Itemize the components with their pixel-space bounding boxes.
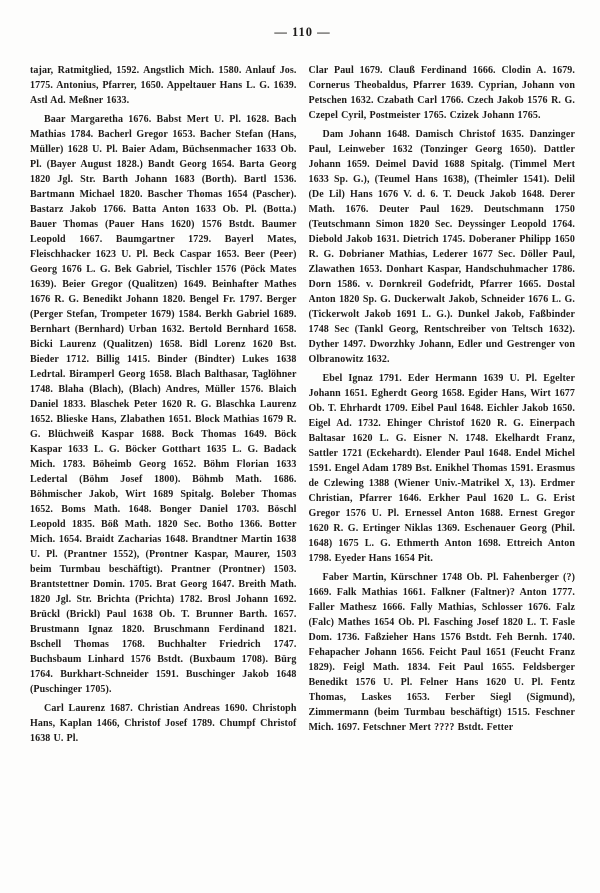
text-columns: [30, 63, 575, 863]
column-right: [309, 63, 576, 863]
page-number: — 110 —: [274, 25, 331, 39]
register-paragraph: Carl Laurenz 1687. Christian Andreas 1690. Christoph Hans, Kaplan 1466, Christof Josef 1789. Chumpf Christof 1638 U. Pl.: [30, 703, 297, 744]
register-paragraph: Faber Martin, Kürschner 1748 Ob. Pl. Fahenberger (?) 1669. Falk Mathias 1661. Falkner (Faltner)? Anton 1777. Faller Mathesz 1666. Fally Mathias, Schlosser 1676. Falz (Falc) Mathes 1654 Ob. Pl. Fasching Josef 1820 L. T. Fasle Dom. 1736. Faßzieher Hans 1576 Bstdt. Feh Bernh. 1740. Fehapacher Johann 1656. Feicht Paul 1651 (Feucht Franz 1829). Feigl Math. 1834. Feit Paul 1655. Feldsberger Benedikt 1576 U. Pl. Felner Hans 1620 U. Pl. Fentz Thomas, Laskes 1653. Ferber Siegl (Sigmund), Zimmermann (beim Turmbau beschäftigt) 1515. Feschner Mich. 1697. Fetschner Mert ???? Bstdt. Fetter: [308, 572, 575, 733]
register-paragraph: Ebel Ignaz 1791. Eder Hermann 1639 U. Pl. Egelter Johann 1651. Egherdt Georg 1658. Egider Hans, Wirt 1677 Ob. T. Ehrhardt 1709. Eibel Paul 1648. Eichler Jakob 1650. Eigel Ad. 1732. Ehinger Christof 1620 R. G. Einerpach Baltasar 1620 L. G. Eisner N. 1748. Ekelhardt Franz, Sattler 1721 (Eckehardt). Elender Paul 1648. Endel Michel 1591. Engel Adam 1789 Bst. Enikhel Thomas 1591. Erasmus de Czlewing 1388 (Wiener Univ.-Matrikel X, 13). Erdmer Christian, Pfarrer 1646. Erkher Paul 1620 L. G. Erist Gregor 1576 U. Pl. Ernessel Anton 1688. Ernest Gregor 1620 R. G. Ertinger Niklas 1369. Eschenauer Georg (Phil. 1648) 1675 L. G. Ethmerth Anton 1698. Ettreich Anton 1798. Eyeder Hans 1654 Pit.: [308, 373, 575, 564]
register-paragraph: Baar Margaretha 1676. Babst Mert U. Pl. 1628. Bach Mathias 1784. Bacherl Gregor 1653. Bacher Stefan (Hans, Müller) 1628 U. Pl. Baier Adam, Büchsenmacher 1633 Ob. Pl. (Bayer August 1828.) Bandt Georg 1654. Barta Georg 1820 Jgl. Str. Barth Johann 1683 (Borth). Bartl 1536. Bartmann Michael 1820. Bascher Thomas 1654 (Pascher). Bastarz Jakob 1766. Batta Anton 1633 Ob. Pl. (Botta.) Bauer Thomas (Pauer Hans 1620) 1576 Bstdt. Baumer Leopold 1667. Baumgartner 1729. Bayerl Mates, Fleischhacker 1623 U. Pl. Beck Caspar 1653. Beer (Peer) Georg 1676 L. G. Bek Gabriel, Tischler 1576 (Pöck Mates 1639). Beier Gregor (Qualitzen) 1649. Beinhafter Mathes 1676 R. G. Benedikt Johann 1820. Bengel Fr. 1797. Berger (Perger Stefan, Trompeter 1679) 1584. Berkh Gabriel 1689. Bernhart (Bernhard) Urban 1632. Bertold Bernhard 1658. Bicki Laurenz (Qualitzen) 1658. Bidl Lorenz 1620 Bst. Bieder 1712. Billig 1415. Binder (Bindter) Lukes 1638 Ledrtal. Biramperl Georg 1658. Blach Balthasar, Taglöhner 1748. Blaha (Blach), (Blach) Andres, Müller 1576. Blaich Daniel 1833. Blaschek Peter 1620 R. G. Blaschka Laurenz 1652. Blieske Hans, Zlabathen 1651. Block Mathias 1679 R. G. Blüchweiß Kaspar 1688. Bock Thomas 1649. Böck Kaspar 1633 L. G. Böcker Gotthart 1635 L. G. Badack Mich. 1783. Böheimb Georg 1652. Böhm Florian 1633 Ledertal (Böhm Josef 1800). Böhmb Math. 1686. Böhmischer Jakob, Wirt 1689 Spitalg. Boleber Thomas 1652. Boms Math. 1648. Bonger Daniel 1703. Böschl Leopold 1835. Böß Math. 1820 Sec. Botho 1366. Botter Mich. 1654. Braidt Zacharias 1648. Brandtner Martin 1638 U. Pl. (Prantner 1552), (Prontner Kaspar, Maurer, 1503 beim Turmbau beschäftigt). Prantner (Prontner) 1503. Brantstettner Domin. 1705. Brat Georg 1647. Breith Math. 1820 Jgl. Str. Brichta (Prichta) 1782. Brosl Johann 1692. Brückl (Brickl) Paul 1638 Ob. T. Brunner Barth. 1657. Brustmann Ignaz 1820. Bruschmann Ferdinand 1821. Bschell Thomas 1768. Buchhalter Friedrich 1747. Buchsbaum Linhard 1576 Bstdt. (Buxbaum 1708). Bürg 1764. Burkhart-Schneider 1591. Buschinger Jakob 1648 (Puschinger 1705).: [30, 114, 297, 695]
column-left: [30, 63, 297, 863]
register-paragraph: tajar, Ratmitglied, 1592. Angstlich Mich. 1580. Anlauf Jos. 1775. Antonius, Pfarrer, 1650. Appeltauer Hans L. G. 1639. Astl Ad. Meßner 1633.: [30, 65, 297, 106]
register-paragraph: Clar Paul 1679. Clauß Ferdinand 1666. Clodin A. 1679. Cornerus Theobaldus, Pfarrer 1639. Cyprian, Johann von Petschen 1632. Czabath Carl 1766. Czech Jakob 1576 R. G. Czepel Cyril, Postmeister 1765. Czizek Johann 1765.: [308, 65, 575, 121]
register-paragraph: Dam Johann 1648. Damisch Christof 1635. Danzinger Paul, Leinweber 1632 (Tonzinger Georg 1650). Dattler Johann 1659. Deimel David 1688 Spitalg. (Timmel Mert 1633 Sp. G.), (Teumel Hans 1638), (Theimler 1541). Delil (De Lil) Hans 1676 V. d. 6. T. Deuck Jakob 1648. Derer Math. 1676. Deuter Paul 1629. Deutschmann 1750 (Teutschmann Simon 1820 Sec. Deyssinger Leopold 1764. Diebold Jakob 1631. Dietrich 1745. Doberaner Philipp 1650 R. G. Dobrianer Mathias, Lederer 1677 Sec. Döller Paul, Zlawathen 1653. Donhart Kaspar, Handschuhmacher 1786. Dorn 1586. v. Dornkreil Godefridt, Pfarrer 1665. Dostal Anton 1820 Sp. G. Duckerwalt Jakob, Schneider 1676 L. G. (Tickerwolt Jakob 1691 L. G.). Dunkel Jakob, Faßbinder 1748 Sec (Tankl Georg, Rentschreiber von Teltsch 1632). Dyther 1497. Dworzhky Johann, Edler und Gestrenger von Olbranowitz 1632.: [308, 129, 575, 365]
